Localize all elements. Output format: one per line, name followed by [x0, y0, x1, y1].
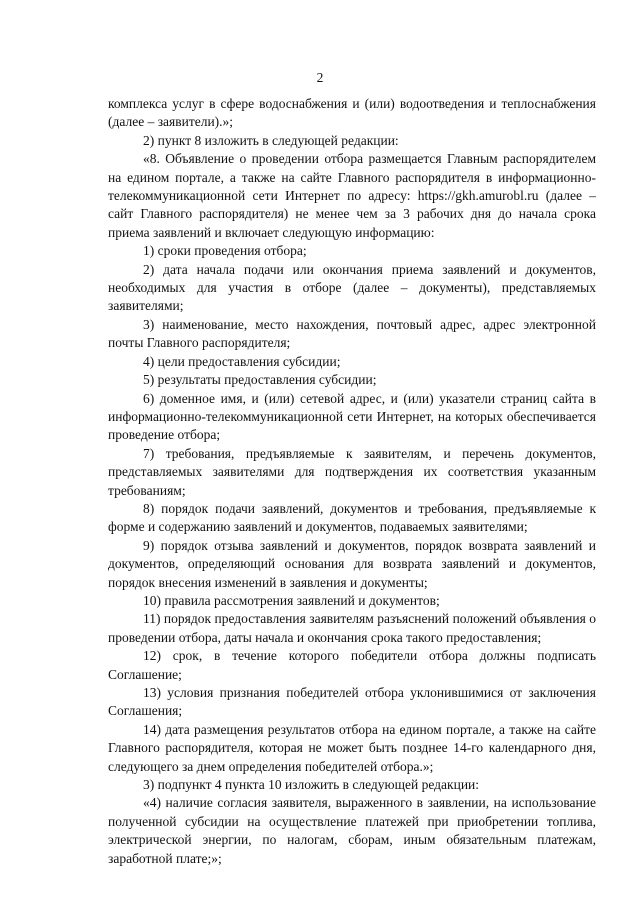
page-number: 2: [316, 70, 324, 85]
paragraph-clause-8: «8. Объявление о проведении отбора размещается Главным распорядителем на едином портале, а также на сайте Главного распорядителя в информационно-телекоммуникационной сети Интернет по адресу: https://gkh.amurobl.ru (далее – сайт Главного распорядителя) не менее чем за 3 рабочих дня до начала срока приема заявлений и включает следующую информацию:: [108, 151, 596, 240]
document-body: [108, 95, 596, 868]
list-item-7: 7) требования, предъявляемые к заявителям, и перечень документов, представляемых заявителями для подтверждения их соответствия указанным требованиям;: [108, 445, 596, 498]
list-item-13: 13) условия признания победителей отбора уклонившимися от заключения Соглашения;: [108, 685, 596, 719]
list-item-11: 11) порядок предоставления заявителям разъяснений положений объявления о проведении отбора, даты начала и окончания срока такого предоставления;: [108, 611, 596, 645]
list-item-1: 1) сроки проведения отбора;: [143, 243, 307, 259]
list-item-10: 10) правила рассмотрения заявлений и документов;: [143, 592, 440, 608]
paragraph-continuation: комплекса услуг в сфере водоснабжения и (или) водоотведения и теплоснабжения (далее – заявители).»;: [108, 96, 596, 130]
list-item-8: 8) порядок подачи заявлений, документов и требования, предъявляемые к форме и содержанию заявлений и документов, подаваемых заявителями;: [108, 500, 596, 535]
paragraph-amendment-2: 2) пункт 8 изложить в следующей редакции:: [143, 132, 399, 148]
list-item-2: 2) дата начала подачи или окончания приема заявлений и документов, необходимых для участия в отборе (далее – документы), представляемых заявителями;: [108, 261, 596, 314]
list-item-3: 3) наименование, место нахождения, почтовый адрес, адрес электронной почты Главного распорядителя;: [108, 316, 596, 351]
list-item-4: 4) цели предоставления субсидии;: [143, 353, 341, 369]
list-item-5: 5) результаты предоставления субсидии;: [143, 372, 377, 388]
list-item-12: 12) срок, в течение которого победители отбора должны подписать Соглашение;: [108, 648, 596, 682]
list-item-14: 14) дата размещения результатов отбора на едином портале, а также на сайте Главного распорядителя, которая не может быть позднее 14-го календарного дня, следующего за днем определения победителей отбора.»;: [108, 721, 596, 774]
list-item-6: 6) доменное имя, и (или) сетевой адрес, и (или) указатели страниц сайта в информационно-телекоммуникационной сети Интернет, на которых обеспечивается проведение отбора;: [108, 390, 596, 443]
paragraph-amendment-3: 3) подпункт 4 пункта 10 изложить в следующей редакции:: [143, 777, 480, 793]
paragraph-subclause-4: «4) наличие согласия заявителя, выраженного в заявлении, на использование полученной субсидии на осуществление платежей при приобретении топлива, электрической энергии, по налогам, сборам, иным обязательным платежам, заработной плате;»;: [108, 795, 596, 866]
list-item-9: 9) порядок отзыва заявлений и документов, порядок возврата заявлений и документов, определяющий основания для возврата заявлений и документов, порядок внесения изменений в заявления и документы;: [108, 537, 596, 590]
